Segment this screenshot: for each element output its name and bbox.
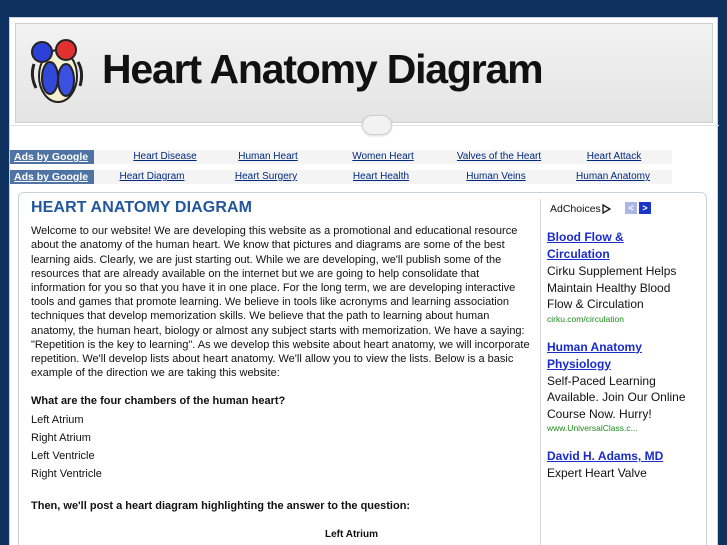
sidebar-ad xyxy=(547,448,687,482)
sidebar-ad-url[interactable]: www.UniversalClass.c... xyxy=(547,423,638,433)
sidebar-ad-title[interactable]: Human Anatomy Physiology xyxy=(547,339,642,371)
ad-link-heart-health[interactable]: Heart Health xyxy=(352,171,410,182)
ad-link-human-veins[interactable]: Human Veins xyxy=(466,171,526,182)
sidebar-ad xyxy=(547,339,687,435)
sidebar-ad-body: Self-Paced Learning Available. Join Our Online Course Now. Hurry! xyxy=(547,373,686,421)
main-content xyxy=(31,201,531,514)
adchoices-label[interactable]: AdChoices xyxy=(550,203,601,215)
ads-row-2 xyxy=(10,170,672,184)
answer-item: Right Ventricle xyxy=(31,468,102,481)
ad-link-valves-of-the-heart[interactable]: Valves of the Heart xyxy=(456,151,542,162)
sidebar-ad xyxy=(547,229,687,325)
ads-prev-button[interactable]: < xyxy=(625,202,637,214)
adchoices-play-icon[interactable] xyxy=(602,204,611,214)
intro-paragraph: Welcome to our website! We are developing this website as a promotional and educational resource about the anatomy of the human heart. We know that pictures and diagrams are some of the best learning aids. Clearly, we are just starting out. While we are developing, we'll publish some of the resources that are already available on the internet but we are going to help consolidate that information for you so that you have it in one place. For the long term, we are developing interactive tools and games that promote learning. We believe in tools like acronyms and learning association techniques that develop memorization skills. We believe that the path to learning about human anatomy, the human heart, biology or almost any subject starts with memorization. We have a saying: "Repetition is the key to learning". As we develop this website about heart anatomy, we will incorporate repetition. We'll develop lists about heart anatomy. We'll allow you to view the lists. Below is a basic example of the direction we are taking this website: xyxy=(31,225,530,380)
sidebar-ad-title[interactable]: David H. Adams, MD xyxy=(547,449,664,463)
ads-next-button[interactable]: > xyxy=(639,202,651,214)
sidebar-ads xyxy=(547,201,687,496)
sidebar-ad-url[interactable]: cirku.com/circulation xyxy=(547,313,624,324)
answer-item: Left Atrium xyxy=(31,413,84,426)
ad-link-human-anatomy[interactable]: Human Anatomy xyxy=(576,171,650,182)
content-box xyxy=(18,192,707,545)
answer-item: Left Ventricle xyxy=(31,450,95,463)
site-title[interactable]: Heart Anatomy Diagram xyxy=(102,46,543,92)
sidebar-ad-body: Cirku Supplement Helps Maintain Healthy Blood Flow & Circulation xyxy=(547,264,677,311)
ads-by-google-link[interactable]: Ads by Google xyxy=(10,150,94,164)
ads-row-1 xyxy=(10,150,672,164)
sidebar-ad-body: Expert Heart Valve xyxy=(547,466,647,480)
page-heading: HEART ANATOMY DIAGRAM xyxy=(31,199,253,216)
ad-link-human-heart[interactable]: Human Heart xyxy=(238,151,298,162)
ad-link-heart-attack[interactable]: Heart Attack xyxy=(586,151,642,162)
ad-link-heart-disease[interactable]: Heart Disease xyxy=(133,151,197,162)
sidebar-divider xyxy=(540,199,541,545)
ad-link-women-heart[interactable]: Women Heart xyxy=(352,151,414,162)
ads-by-google-link[interactable]: Ads by Google xyxy=(10,170,94,184)
site-header xyxy=(15,23,713,123)
page-container xyxy=(9,17,718,545)
question-text: What are the four chambers of the human heart? xyxy=(31,395,286,408)
answer-item: Right Atrium xyxy=(31,431,91,444)
heart-anatomy-logo-icon[interactable] xyxy=(28,36,84,106)
divider-knob xyxy=(362,115,392,135)
diagram-intro-text: Then, we'll post a heart diagram highlighting the answer to the question: xyxy=(31,500,411,513)
ad-link-heart-surgery[interactable]: Heart Surgery xyxy=(234,171,298,182)
ad-link-heart-diagram[interactable]: Heart Diagram xyxy=(119,171,185,182)
adchoices-bar xyxy=(547,201,687,219)
sidebar-ad-title[interactable]: Blood Flow & Circulation xyxy=(547,230,624,261)
answer-list xyxy=(31,413,531,482)
diagram-label: Left Atrium xyxy=(325,529,378,540)
